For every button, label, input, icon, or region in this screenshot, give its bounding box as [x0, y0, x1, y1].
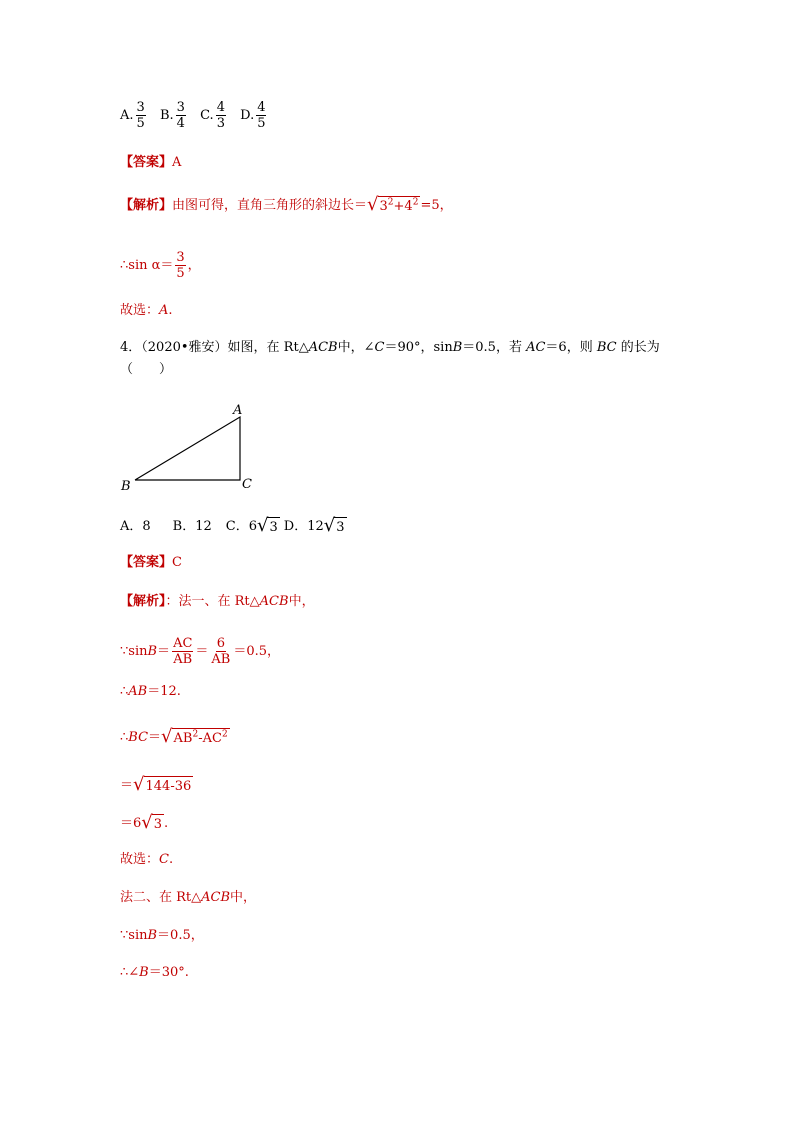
- q3-analysis-line: 【解析】由图可得，直角三角形的斜边长＝ √ $3^2+4^2$ =5，: [120, 194, 453, 215]
- q3-answer: [120, 155, 181, 171]
- vertex-b-label: B: [121, 479, 131, 494]
- q4-method2-step1: ∵sinB＝0.5，: [120, 928, 204, 943]
- triangle-shape: [135, 417, 240, 480]
- q4-method2-step2: ∴∠B＝30°.: [120, 965, 189, 980]
- q4-option-c: C．6 √ 3: [225, 515, 278, 536]
- q4-step4: ＝ √ 144-36: [120, 774, 192, 795]
- answer-label: 【答案】: [120, 155, 173, 170]
- q3-choose-line: 故选：A.: [120, 303, 173, 318]
- q4-paren: （ ）: [120, 362, 173, 377]
- answer-value: A: [172, 155, 182, 170]
- q3-option-d: D. $\frac{4}{5}$: [240, 100, 266, 131]
- q4-step3: ∴BC＝ √ $AB^2-AC^2$: [120, 726, 228, 747]
- q3-option-b: B. $\frac{3}{4}$: [159, 100, 185, 131]
- vertex-c-label: C: [242, 477, 252, 492]
- answer-value: C: [172, 555, 182, 570]
- q4-step5: ＝6 √ 3 .: [120, 812, 169, 833]
- q4-option-a: A．8: [120, 519, 151, 534]
- q3-sin-line: ∴sin α＝ $\frac{3}{5}$ ，: [120, 250, 201, 281]
- q4-stem: 4．（2020•雅安）如图，在 Rt△ACB中，∠C＝90°，sinB＝0.5，若 AC＝6，则 BC 的长为: [120, 340, 660, 355]
- q3-option-c: C. $\frac{4}{3}$: [200, 100, 225, 131]
- q4-method2-title: 法二、在 Rt△ACB中，: [120, 890, 257, 905]
- analysis-label: 【解析】: [120, 594, 166, 609]
- vertex-a-label: A: [233, 403, 243, 418]
- q4-step1: ∵sinB＝ $\frac{AC}{AB}$ ＝ $\frac{6}{AB}$ ＝0.5，: [120, 636, 281, 667]
- q4-option-d: D．12 √ 3: [283, 515, 345, 536]
- q4-step2: ∴AB＝12.: [120, 684, 181, 699]
- q4-answer: [120, 555, 182, 571]
- sqrt-expression: √ $3^2+4^2$: [367, 194, 419, 215]
- q4-choose-line: 故选：C.: [120, 852, 174, 867]
- q4-option-b: B．12: [172, 519, 212, 534]
- analysis-label: 【解析】: [120, 198, 173, 213]
- q4-options: [120, 517, 347, 536]
- q3-option-a: A. $\frac{3}{5}$: [120, 100, 145, 131]
- q3-options: [120, 100, 276, 131]
- answer-label: 【答案】: [120, 555, 173, 570]
- triangle-figure: [115, 398, 265, 498]
- q4-method1-title: 【解析】：法一、在 Rt△ACB中，: [120, 594, 315, 609]
